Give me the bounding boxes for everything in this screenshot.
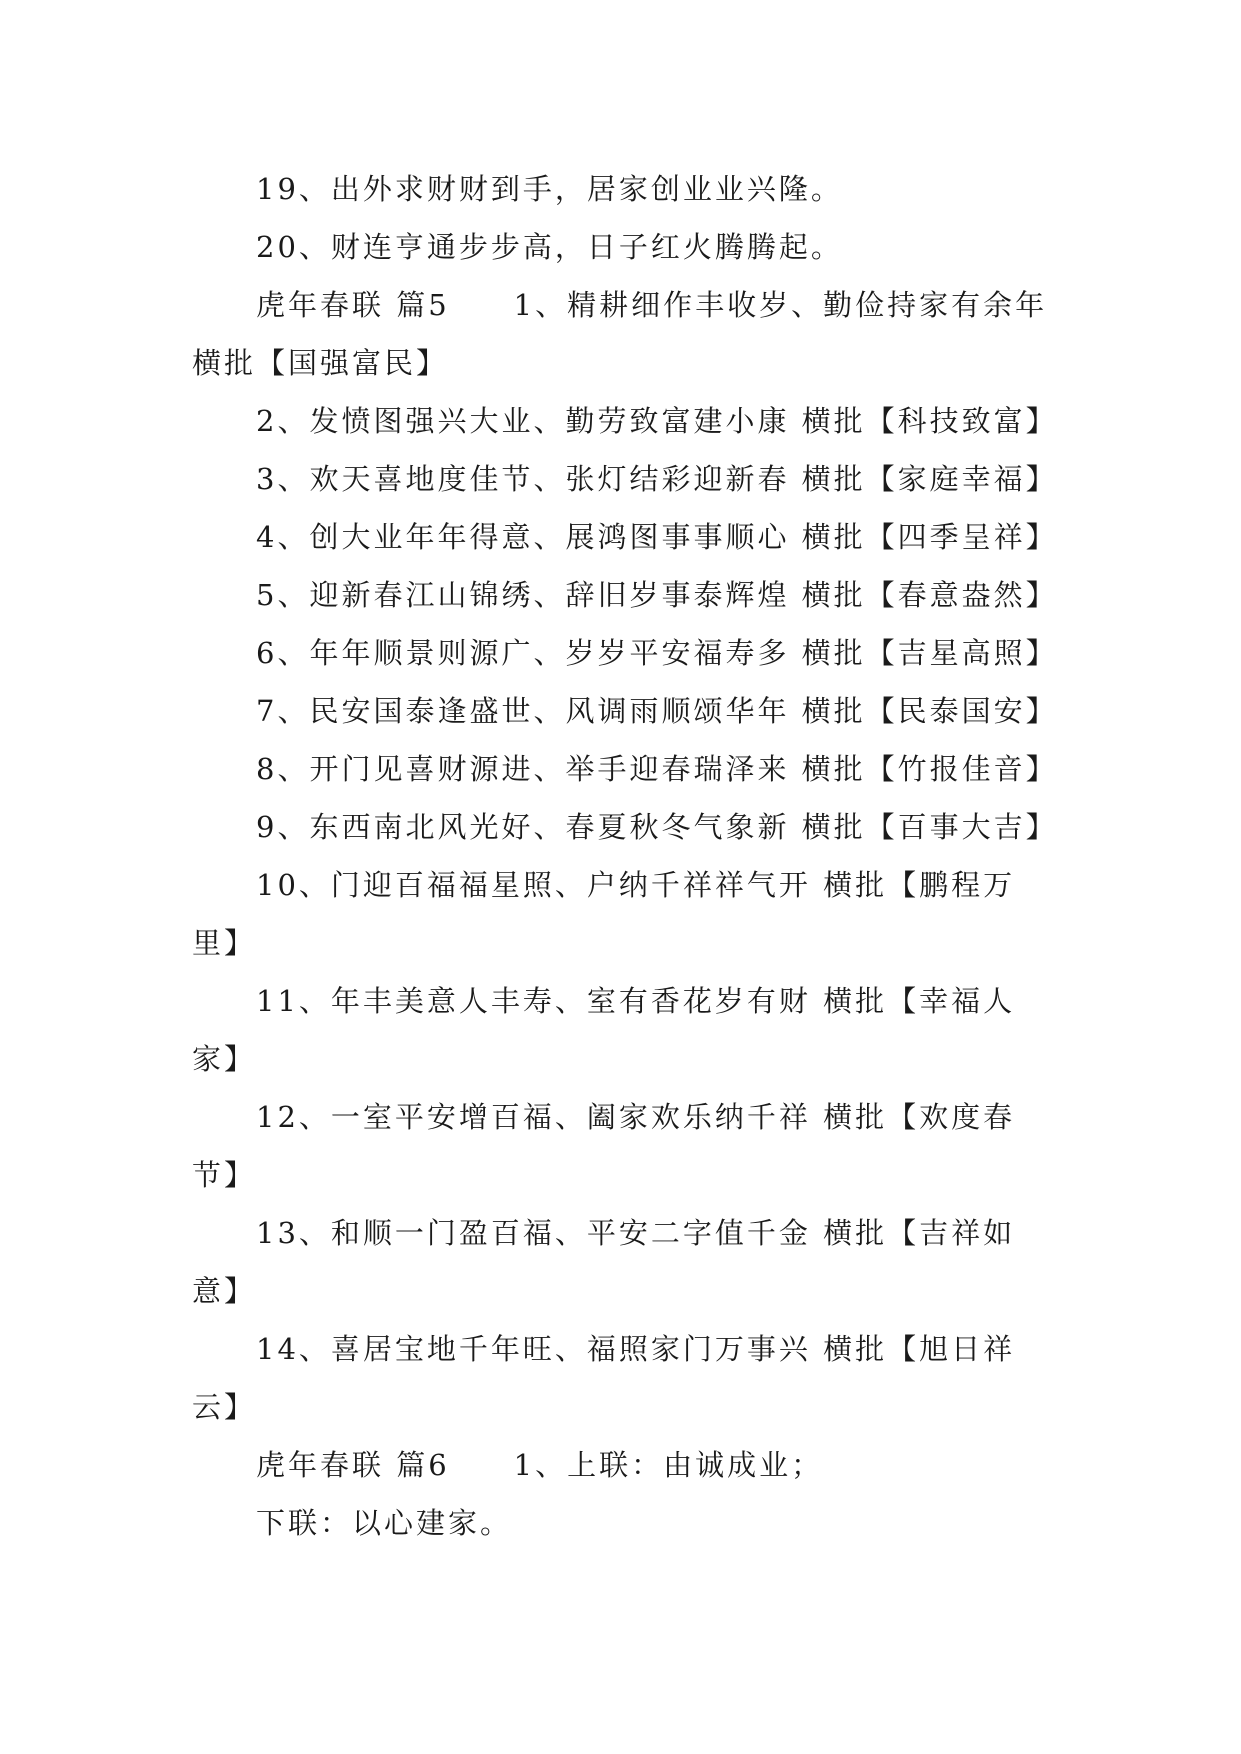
paragraph-section-5-item-3: 3、欢天喜地度佳节、张灯结彩迎新春 横批【家庭幸福】 <box>256 462 1058 496</box>
paragraph-couplet-20: 20、财连亨通步步高，日子红火腾腾起。 <box>256 230 843 264</box>
paragraph-section-5-item-5: 5、迎新春江山锦绣、辞旧岁事泰辉煌 横批【春意盎然】 <box>256 578 1058 612</box>
paragraph-section-5-item-1: 虎年春联 篇5 1、精耕细作丰收岁、勤俭持家有余年 横批【国强富民】 <box>192 288 1048 380</box>
paragraph-section-5-item-8: 8、开门见喜财源进、举手迎春瑞泽来 横批【竹报佳音】 <box>256 752 1058 786</box>
paragraph-section-5-item-6: 6、年年顺景则源广、岁岁平安福寿多 横批【吉星高照】 <box>256 636 1058 670</box>
paragraph-section-6-item-1: 虎年春联 篇6 1、上联：由诚成业； <box>256 1448 824 1482</box>
paragraph-section-5-item-14: 14、喜居宝地千年旺、福照家门万事兴 横批【旭日祥云】 <box>192 1332 1016 1424</box>
paragraph-section-5-item-9: 9、东西南北风光好、春夏秋冬气象新 横批【百事大吉】 <box>256 810 1058 844</box>
paragraph-section-6-lower-couplet: 下联：以心建家。 <box>256 1506 513 1540</box>
paragraph-section-5-item-4: 4、创大业年年得意、展鸿图事事顺心 横批【四季呈祥】 <box>256 520 1058 554</box>
paragraph-section-5-item-13: 13、和顺一门盈百福、平安二字值千金 横批【吉祥如意】 <box>192 1216 1016 1308</box>
paragraph-section-5-item-2: 2、发愤图强兴大业、勤劳致富建小康 横批【科技致富】 <box>256 404 1058 438</box>
paragraph-section-5-item-11: 11、年丰美意人丰寿、室有香花岁有财 横批【幸福人家】 <box>192 984 1016 1076</box>
paragraph-section-5-item-10: 10、门迎百福福星照、户纳千祥祥气开 横批【鹏程万里】 <box>192 868 1016 960</box>
paragraph-section-5-item-12: 12、一室平安增百福、阖家欢乐纳千祥 横批【欢度春节】 <box>192 1100 1016 1192</box>
paragraph-section-5-item-7: 7、民安国泰逢盛世、风调雨顺颂华年 横批【民泰国安】 <box>256 694 1058 728</box>
document-body <box>192 160 1060 1552</box>
paragraph-couplet-19: 19、出外求财财到手，居家创业业兴隆。 <box>256 172 843 206</box>
